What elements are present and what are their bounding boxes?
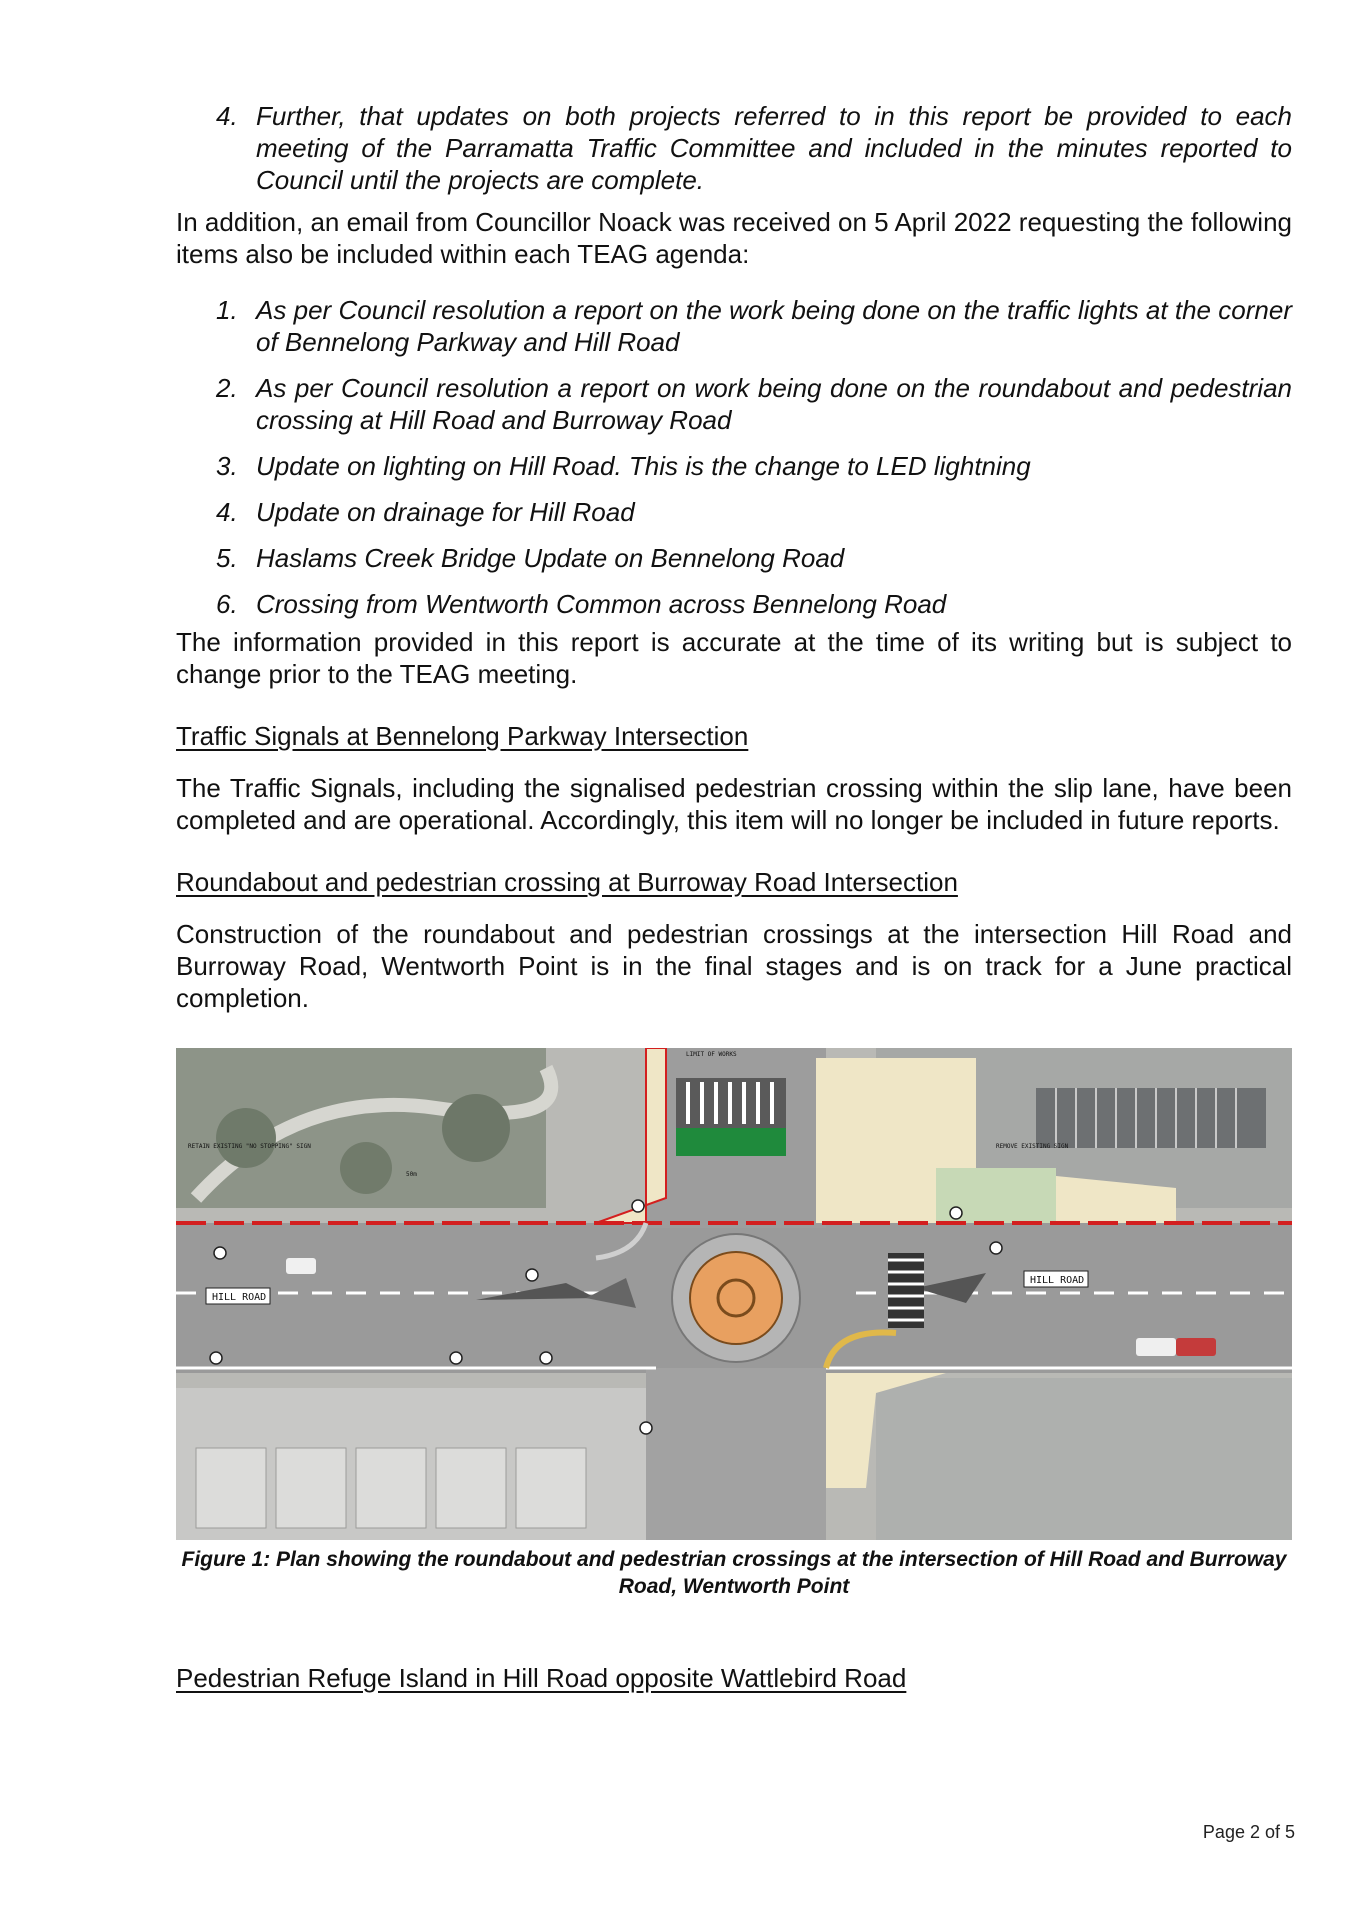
resolution-item-4 xyxy=(176,100,1292,196)
tree xyxy=(340,1142,392,1194)
list-number: 5. xyxy=(216,543,238,573)
intro-paragraph: In addition, an email from Councillor Noack was received on 5 April 2022 requesting the following items also be included within each TEAG agenda: xyxy=(176,207,1292,269)
retain-sign-note: RETAIN EXISTING "NO STOPPING" SIGN xyxy=(188,1143,311,1150)
list-number: 1. xyxy=(216,295,238,325)
requested-items-list xyxy=(176,294,1292,620)
list-item xyxy=(176,372,1292,436)
section-heading-traffic-signals: Traffic Signals at Bennelong Parkway Intersection xyxy=(176,721,749,751)
pedestrian-crossing-east xyxy=(888,1253,924,1328)
list-text: Crossing from Wentworth Common across Bennelong Road xyxy=(256,589,947,619)
section-heading-roundabout: Roundabout and pedestrian crossing at Burroway Road Intersection xyxy=(176,867,958,897)
limit-of-works-note: LIMIT OF WORKS xyxy=(686,1051,737,1058)
section-heading-refuge-island: Pedestrian Refuge Island in Hill Road opposite Wattlebird Road xyxy=(176,1663,907,1693)
document-page xyxy=(176,100,1292,1694)
burroway-road-south xyxy=(646,1368,826,1540)
section-body-traffic-signals: The Traffic Signals, including the signalised pedestrian crossing within the slip lane, have been completed and are operational. Accordingly, this item will no longer be included in future reports. xyxy=(176,773,1292,835)
list-item xyxy=(176,542,1292,574)
figure-caption: Figure 1: Plan showing the roundabout and pedestrian crossings at the intersection of Hill Road and Burroway Road, Wentworth Point xyxy=(181,1548,1287,1598)
list-text: Update on drainage for Hill Road xyxy=(256,497,635,527)
list-text: Further, that updates on both projects referred to in this report be provided to each meeting of the Parramatta Traffic Committee and included in the minutes reported to Council until the projects are complete. xyxy=(256,101,1292,195)
list-text: As per Council resolution a report on work being done on the roundabout and pedestrian crossing at Hill Road and Burroway Road xyxy=(256,373,1292,435)
list-number: 6. xyxy=(216,589,238,619)
car xyxy=(286,1258,316,1274)
accuracy-note: The information provided in this report is accurate at the time of its writing but is subject to change prior to the TEAG meeting. xyxy=(176,627,1292,689)
list-number: 4. xyxy=(216,497,238,527)
hill-road-left-label: HILL ROAD xyxy=(212,1292,267,1303)
list-item xyxy=(176,496,1292,528)
page-number: Page 2 of 5 xyxy=(1202,1822,1295,1842)
hill-road-right-label: HILL ROAD xyxy=(1030,1275,1085,1286)
car xyxy=(1176,1338,1216,1356)
crossing-stripes xyxy=(688,1082,772,1124)
tree xyxy=(442,1094,510,1162)
plan-drawing xyxy=(176,1048,1292,1540)
list-text: As per Council resolution a report on the work being done on the traffic lights at the corner of Bennelong Parkway and Hill Road xyxy=(256,295,1292,357)
list-item xyxy=(176,294,1292,358)
list-number: 3. xyxy=(216,451,238,481)
dimension-note: 50m xyxy=(406,1171,417,1178)
car xyxy=(1136,1338,1176,1356)
remove-sign-note: REMOVE EXISTING SIGN xyxy=(996,1143,1069,1150)
list-item xyxy=(176,588,1292,620)
section-body-roundabout: Construction of the roundabout and pedestrian crossings at the intersection Hill Road and Burroway Road, Wentworth Point is in the final stages and is on track for a June practical completion. xyxy=(176,919,1292,1013)
townhouses xyxy=(196,1448,586,1528)
roundabout xyxy=(690,1252,782,1344)
tree xyxy=(216,1108,276,1168)
list-number: 2. xyxy=(216,373,238,403)
intersection-plan-figure xyxy=(176,1048,1292,1540)
building xyxy=(876,1378,1292,1540)
list-text: Haslams Creek Bridge Update on Bennelong Road xyxy=(256,543,845,573)
list-item xyxy=(176,450,1292,482)
list-text: Update on lighting on Hill Road. This is the change to LED lightning xyxy=(256,451,1031,481)
green-island xyxy=(676,1128,786,1156)
list-number: 4. xyxy=(216,101,238,131)
carpark xyxy=(1036,1088,1266,1148)
